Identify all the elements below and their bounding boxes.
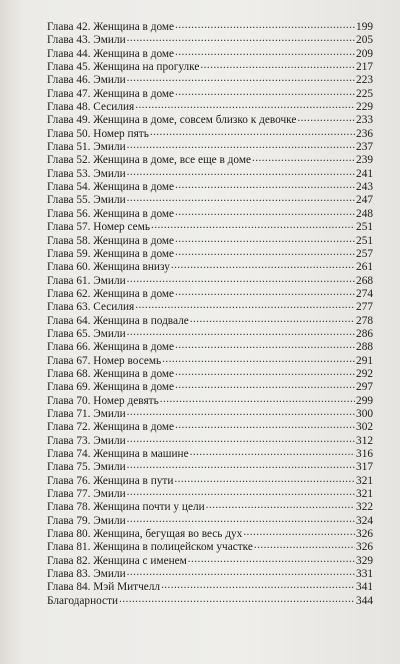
toc-entry-title: Глава 81. Женщина в полицейском участке <box>47 541 253 554</box>
toc-entry-title: Глава 79. Эмили <box>47 514 126 527</box>
dot-leader <box>135 99 355 112</box>
toc-entry-page: 233 <box>356 114 373 127</box>
dot-leader <box>188 553 355 566</box>
dot-leader <box>190 313 355 326</box>
toc-entry-title: Глава 68. Женщина в доме <box>47 367 175 380</box>
toc-entry <box>47 595 373 608</box>
toc-entry-title: Глава 42. Женщина в доме <box>47 21 175 33</box>
toc-entry-title: Глава 77. Эмили <box>47 488 126 501</box>
dot-leader <box>127 273 355 286</box>
toc-entry-title: Глава 56. Женщина в доме <box>47 207 175 220</box>
toc-entry-page: 300 <box>356 407 373 420</box>
dot-leader <box>252 152 355 165</box>
toc-entry-title: Глава 46. Эмили <box>47 74 126 87</box>
toc-entry-title: Глава 51. Эмили <box>47 141 126 154</box>
toc-entry-page: 322 <box>356 501 373 514</box>
toc-entry-page: 344 <box>356 594 373 607</box>
toc-entry-title: Глава 48. Сесилия <box>47 101 135 114</box>
toc-entry-page: 297 <box>356 381 373 394</box>
toc-entry-page: 225 <box>356 87 373 100</box>
toc-entry-page: 292 <box>356 367 373 380</box>
toc-entry-page: 268 <box>356 274 373 287</box>
toc-entry-page: 317 <box>356 461 373 474</box>
toc-entry-title: Глава 73. Эмили <box>47 434 126 447</box>
dot-leader <box>175 246 355 259</box>
dot-leader <box>160 393 355 406</box>
dot-leader <box>127 326 355 339</box>
toc-entry-page: 248 <box>356 207 373 220</box>
toc-entry-page: 236 <box>356 127 373 140</box>
toc-entry-title: Глава 45. Женщина на прогулке <box>47 61 200 74</box>
dot-leader <box>127 72 355 85</box>
toc-entry-title: Глава 44. Женщина в доме <box>47 47 175 60</box>
toc-entry-page: 217 <box>356 61 373 74</box>
toc-entry-page: 229 <box>356 101 373 114</box>
toc-entry-title: Глава 62. Женщина в доме <box>47 287 175 300</box>
toc-entry-title: Глава 83. Эмили <box>47 568 126 581</box>
dot-leader <box>175 233 355 246</box>
dot-leader <box>127 459 355 472</box>
toc-entry-title: Благодарности <box>47 594 119 607</box>
toc-entry-page: 326 <box>356 528 373 541</box>
toc-entry-page: 251 <box>356 221 373 234</box>
toc-entry-page: 261 <box>356 261 373 274</box>
toc-entry-page: 321 <box>356 474 373 487</box>
toc-entry-title: Глава 64. Женщина в подвале <box>47 314 189 327</box>
dot-leader <box>175 46 355 59</box>
toc-entry-page: 291 <box>356 354 373 367</box>
toc-entry-title: Глава 50. Номер пять <box>47 127 149 140</box>
dot-leader <box>127 566 355 579</box>
dot-leader <box>150 126 355 139</box>
toc-entry-page: 223 <box>356 74 373 87</box>
toc-entry-title: Глава 55. Эмили <box>47 194 126 207</box>
toc-entry-title: Глава 74. Женщина в машине <box>47 448 189 460</box>
dot-leader <box>206 499 355 512</box>
dot-leader <box>127 406 355 419</box>
dot-leader <box>175 86 355 99</box>
toc-entry-page: 251 <box>356 234 373 247</box>
toc-entry-title: Глава 47. Женщина в доме <box>47 87 175 100</box>
toc-entry-page: 237 <box>356 141 373 154</box>
toc-entry-page: 326 <box>356 541 373 554</box>
dot-leader <box>175 339 355 352</box>
dot-leader <box>175 206 355 219</box>
toc-entry-title: Глава 76. Женщина в пути <box>47 474 174 487</box>
toc-entry-title: Глава 82. Женщина с именем <box>47 554 187 567</box>
toc-entry-title: Глава 69. Женщина в доме <box>47 381 175 394</box>
toc-entry-title: Глава 58. Женщина в доме <box>47 234 175 247</box>
toc-entry-title: Глава 57. Номер семь <box>47 221 150 234</box>
dot-leader <box>243 526 355 539</box>
toc-entry-page: 329 <box>356 554 373 567</box>
toc-entry-page: 321 <box>356 488 373 501</box>
dot-leader <box>175 19 355 32</box>
toc-entry-page: 274 <box>356 287 373 300</box>
dot-leader <box>127 32 355 45</box>
toc-entry-page: 288 <box>356 341 373 354</box>
toc-entry-page: 312 <box>356 434 373 447</box>
dot-leader <box>297 112 355 125</box>
toc-entry-title: Глава 66. Женщина в доме <box>47 341 175 354</box>
dot-leader <box>254 539 355 552</box>
dot-leader <box>175 179 355 192</box>
dot-leader <box>175 286 355 299</box>
dot-leader <box>171 259 355 272</box>
toc-entry-title: Глава 80. Женщина, бегущая во весь дух <box>47 528 243 541</box>
toc-entry-page: 247 <box>356 194 373 207</box>
dot-leader <box>161 579 355 592</box>
dot-leader <box>127 433 355 446</box>
dot-leader <box>174 473 355 486</box>
table-of-contents <box>47 21 373 608</box>
toc-entry-page: 241 <box>356 167 373 180</box>
toc-entry-title: Глава 63. Сесилия <box>47 301 135 314</box>
toc-entry-page: 331 <box>356 568 373 581</box>
toc-entry-title: Глава 72. Женщина в доме <box>47 421 175 434</box>
toc-entry-page: 286 <box>356 327 373 340</box>
toc-entry-page: 239 <box>356 154 373 167</box>
toc-entry-title: Глава 65. Эмили <box>47 327 126 340</box>
toc-entry-page: 302 <box>356 421 373 434</box>
toc-entry-title: Глава 75. Эмили <box>47 461 126 474</box>
dot-leader <box>175 366 355 379</box>
toc-entry-page: 316 <box>356 448 373 460</box>
toc-entry-page: 277 <box>356 301 373 314</box>
toc-entry-page: 278 <box>356 314 373 327</box>
toc-entry-title: Глава 67. Номер восемь <box>47 354 162 367</box>
toc-entry-page: 299 <box>356 394 373 407</box>
dot-leader <box>162 353 355 366</box>
dot-leader <box>127 192 355 205</box>
dot-leader <box>190 446 355 459</box>
toc-entry-page: 209 <box>356 47 373 60</box>
dot-leader <box>127 166 355 179</box>
dot-leader <box>135 299 355 312</box>
toc-entry-title: Глава 52. Женщина в доме, все еще в доме <box>47 154 251 167</box>
dot-leader <box>200 59 355 72</box>
toc-entry-title: Глава 43. Эмили <box>47 34 126 47</box>
toc-entry-title: Глава 78. Женщина почти у цели <box>47 501 205 514</box>
dot-leader <box>127 513 355 526</box>
dot-leader <box>175 419 355 432</box>
dot-leader <box>175 379 355 392</box>
dot-leader <box>119 593 355 606</box>
toc-entry-page: 341 <box>356 581 373 594</box>
toc-entry-title: Глава 61. Эмили <box>47 274 126 287</box>
toc-entry-title: Глава 71. Эмили <box>47 407 126 420</box>
dot-leader <box>127 486 355 499</box>
toc-entry-page: 243 <box>356 181 373 194</box>
toc-entry-title: Глава 84. Мэй Митчелл <box>47 581 161 594</box>
toc-entry-title: Глава 59. Женщина в доме <box>47 247 175 260</box>
toc-entry-page: 205 <box>356 34 373 47</box>
dot-leader <box>151 219 355 232</box>
toc-entry-title: Глава 49. Женщина в доме, совсем близко к девочке <box>47 114 297 127</box>
toc-entry-page: 324 <box>356 514 373 527</box>
toc-entry-title: Глава 54. Женщина в доме <box>47 181 175 194</box>
toc-entry-page: 257 <box>356 247 373 260</box>
dot-leader <box>127 139 355 152</box>
toc-entry-title: Глава 70. Номер девять <box>47 394 159 407</box>
toc-entry-title: Глава 53. Эмили <box>47 167 126 180</box>
toc-entry-title: Глава 60. Женщина внизу <box>47 261 170 274</box>
toc-entry-page: 199 <box>356 21 373 33</box>
